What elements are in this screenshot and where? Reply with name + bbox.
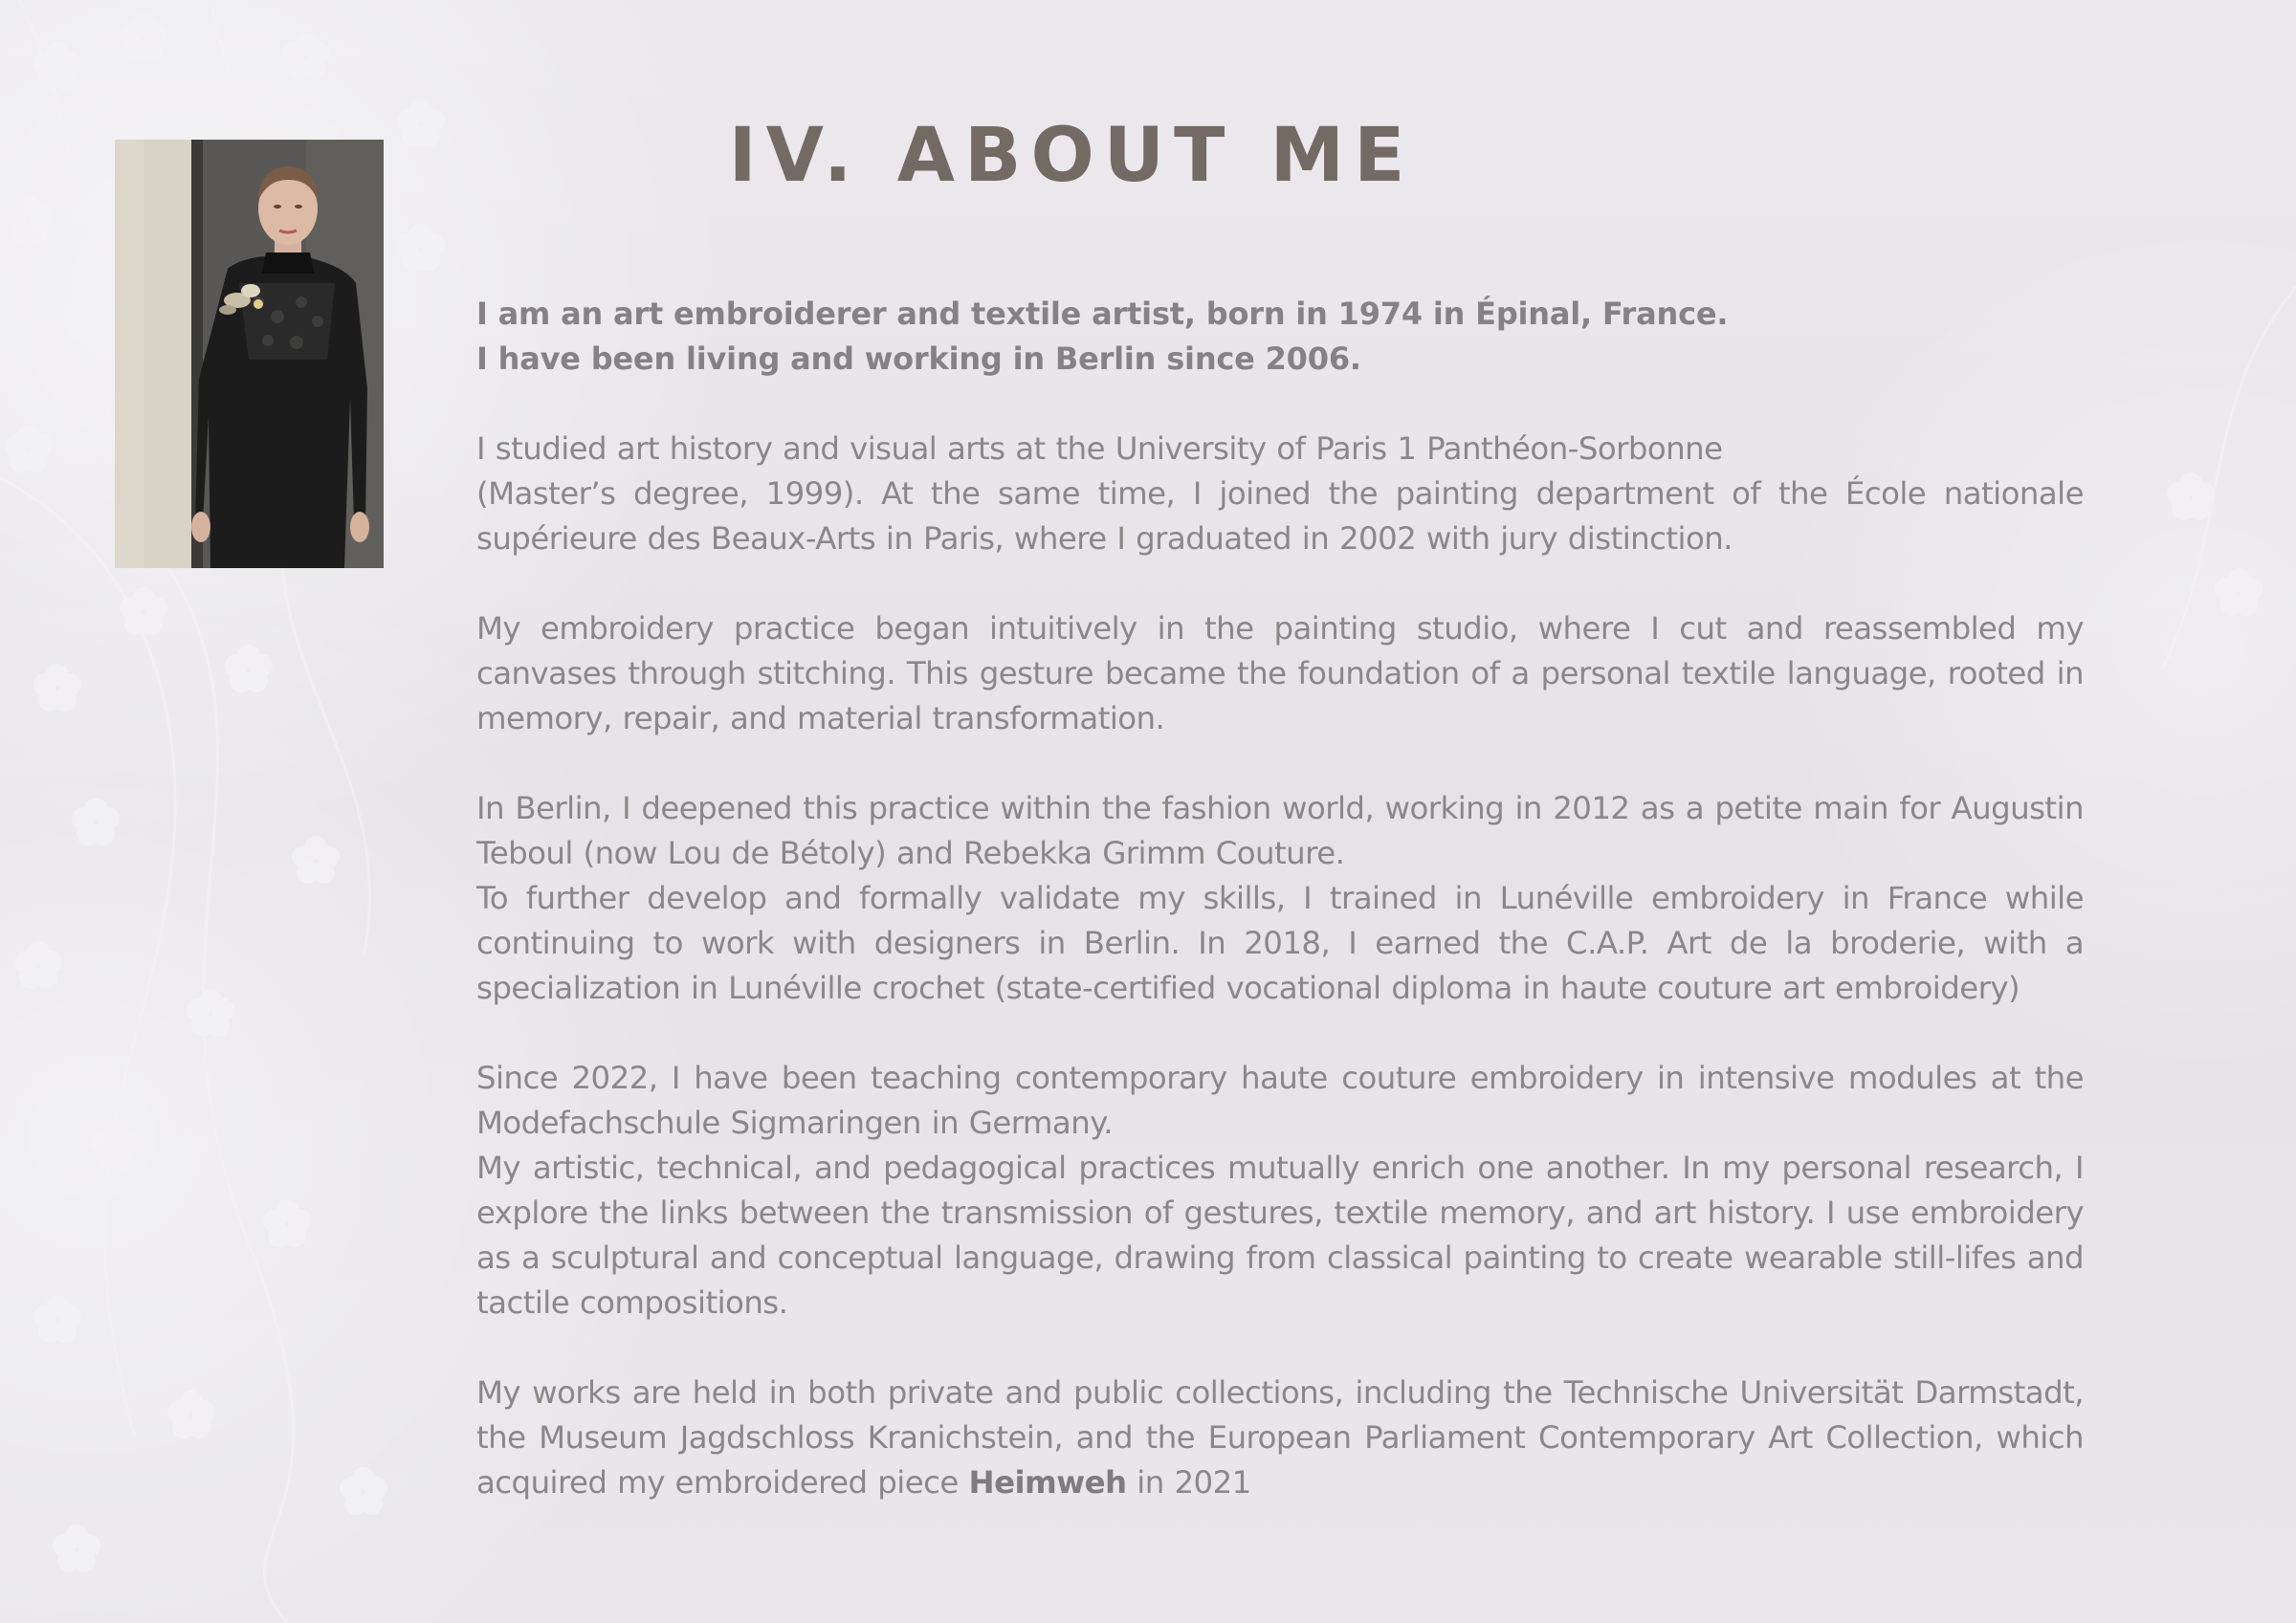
education-line-sorbonne: I studied art history and visual arts at the University of Paris 1 Panthéon-Sorbonne <box>476 430 1723 467</box>
paragraph-spacer <box>476 1326 2084 1371</box>
intro-line-berlin: I have been living and working in Berlin since 2006. <box>476 340 1361 377</box>
biography-text <box>476 292 2084 1505</box>
education-paragraph-beaux-arts: (Master’s degree, 1999). At the same time, I joined the painting department of the École nationale supérieure des Beaux-Arts in Paris, where I graduated in 2002 with jury distinction. <box>476 475 2084 557</box>
collections-paragraph <box>476 1371 2084 1505</box>
artist-portrait-photo <box>115 140 384 568</box>
paragraph-spacer <box>476 382 2084 427</box>
practice-paragraph: My embroidery practice began intuitively in the painting studio, where I cut and reassembled my canvases through stitching. This gesture became the foundation of a personal textile language, rooted in memory, repair, and material transformation. <box>476 610 2084 736</box>
collections-text-end: in 2021 <box>1126 1464 1251 1501</box>
paragraph-spacer <box>476 1011 2084 1056</box>
berlin-paragraph: In Berlin, I deepened this practice within the fashion world, working in 2012 as a petite main for Augustin Teboul (now Lou de Bétoly) and Rebekka Grimm Couture. <box>476 790 2084 871</box>
collections-text: My works are held in both private and public collections, including the Technische Universität Darmstadt, the Museum Jagdschloss Kranichstein, and the European Parliament Contemporary Art Collection, which acquired my embroidered piece <box>476 1374 2084 1501</box>
research-paragraph: My artistic, technical, and pedagogical practices mutually enrich one another. In my personal research, I explore the links between the transmission of gestures, textile memory, and art history. I use embroidery as a sculptural and conceptual language, drawing from classical painting to create wearable still-lifes and tactile compositions. <box>476 1150 2084 1321</box>
teaching-paragraph: Since 2022, I have been teaching contemporary haute couture embroidery in intensive modules at the Modefachschule Sigmaringen in Germany. <box>476 1060 2084 1141</box>
paragraph-spacer <box>476 741 2084 786</box>
page-title: IV. ABOUT ME <box>728 113 1415 199</box>
paragraph-spacer <box>476 561 2084 606</box>
intro-line-birth: I am an art embroiderer and textile artist, born in 1974 in Épinal, France. <box>476 296 1729 332</box>
training-paragraph: To further develop and formally validate my skills, I trained in Lunéville embroidery in France while continuing to work with designers in Berlin. In 2018, I earned the C.A.P. Art de la broderie, with a specialization in Lunéville crochet (state-certified vocational diploma in haute couture art embroidery) <box>476 880 2084 1006</box>
artwork-title: Heimweh <box>968 1464 1127 1501</box>
